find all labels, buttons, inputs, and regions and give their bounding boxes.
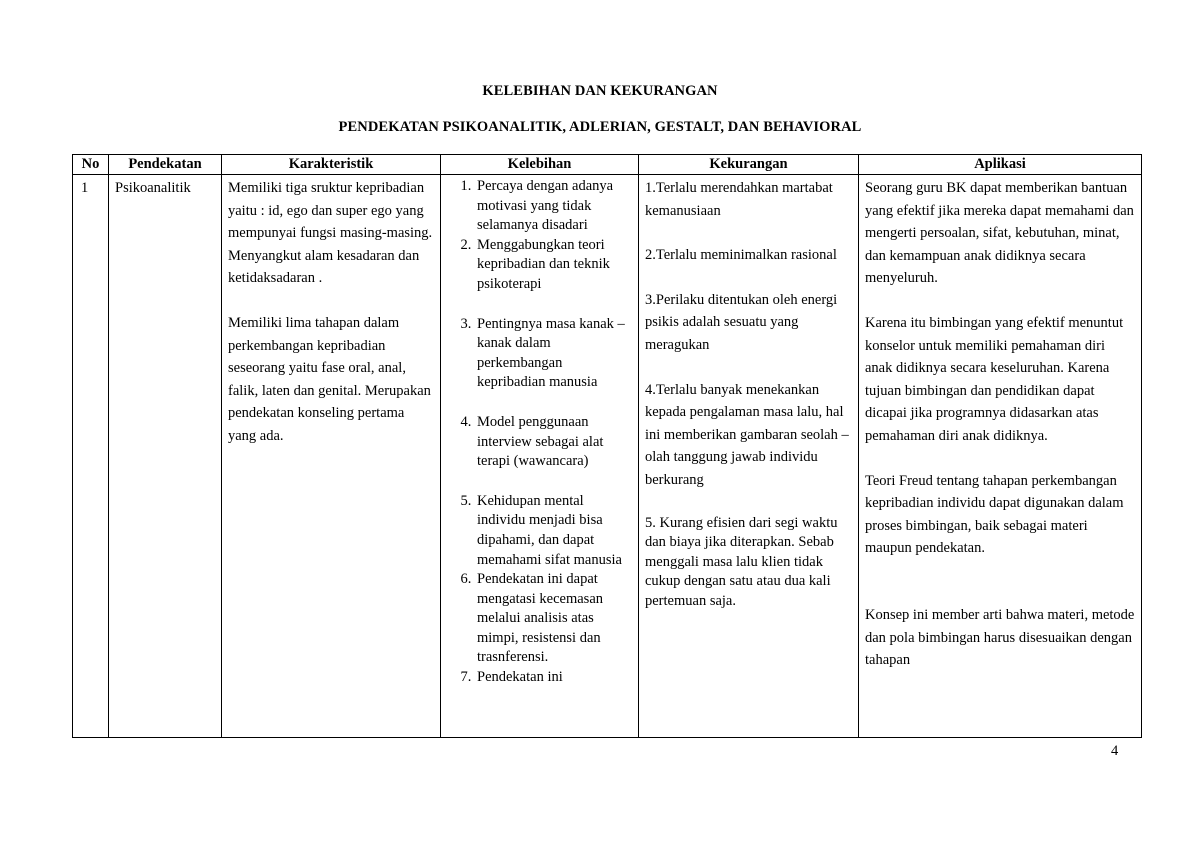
list-item: 7. Pendekatan ini	[475, 668, 632, 688]
aplikasi-paragraph: Karena itu bimbingan yang efektif menuntut konselor untuk memiliki pemahaman diri anak didiknya secara keseluruhan. Karena tujuan bimbingan dan pendidikan dapat dicapai jika programnya didasarkan atas pemahaman diri anak didiknya.	[865, 314, 1124, 444]
header-pendekatan: Pendekatan	[109, 155, 222, 175]
header-kekurangan: Kekurangan	[639, 155, 859, 175]
cell-aplikasi	[859, 175, 1142, 738]
list-item: 3. Pentingnya masa kanak –kanak dalam perkembangan kepribadian manusia	[475, 315, 632, 393]
kelebihan-list	[445, 177, 632, 688]
aplikasi-paragraph: Teori Freud tentang tahapan perkembangan kepribadian individu dapat digunakan dalam proses bimbingan, baik sebagai materi maupun pendekatan.	[865, 472, 1124, 557]
list-item: 5. Kehidupan mental individu menjadi bisa dipahami, dan dapat memahami sifat manusia	[475, 492, 632, 570]
list-item: 2. Menggabungkan teori kepribadian dan teknik psikoterapi	[475, 236, 632, 295]
comparison-table	[72, 154, 1142, 738]
kekurangan-item: 1.Terlalu merendahkan martabat kemanusiaan	[645, 180, 833, 219]
karakteristik-paragraph: Memiliki lima tahapan dalam perkembangan kepribadian seseorang yaitu fase oral, anal, falik, laten dan genital. Merupakan pendekatan konseling pertama yang ada.	[228, 314, 431, 444]
cell-kelebihan	[441, 175, 639, 738]
header-karakteristik: Karakteristik	[222, 155, 441, 175]
kekurangan-item: 2.Terlalu meminimalkan rasional	[645, 247, 837, 264]
header-aplikasi: Aplikasi	[859, 155, 1142, 175]
list-item: 6. Pendekatan ini dapat mengatasi kecemasan melalui analisis atas mimpi, resistensi dan trasnferensi.	[475, 570, 632, 668]
document-subtitle: PENDEKATAN PSIKOANALITIK, ADLERIAN, GESTALT, DAN BEHAVIORAL	[338, 119, 862, 135]
cell-no	[73, 175, 109, 738]
list-item: 4. Model penggunaan interview sebagai alat terapi (wawancara)	[475, 413, 632, 472]
row-number: 1	[81, 180, 89, 196]
kekurangan-item: 3.Perilaku ditentukan oleh energi psikis adalah sesuatu yang meragukan	[645, 291, 838, 353]
aplikasi-paragraph: Seorang guru BK dapat memberikan bantuan yang efektif jika mereka dapat memahami dan mengerti persoalan, sifat, kebutuhan, minat, dan kemampuan anak didiknya secara menyeluruh.	[865, 180, 1134, 287]
cell-pendekatan	[109, 175, 222, 738]
aplikasi-paragraph: Konsep ini member arti bahwa materi, metode dan pola bimbingan harus disesuaikan dengan tahapan	[865, 606, 1135, 669]
page-number: 4	[1111, 743, 1119, 759]
kekurangan-item: 5. Kurang efisien dari segi waktu dan biaya jika diterapkan. Sebab menggali masa lalu klien tidak cukup dengan satu atau dua kali pertemuan saja.	[645, 514, 838, 609]
cell-karakteristik	[222, 175, 441, 738]
kekurangan-item: 4.Terlalu banyak menekankan kepada pengalaman masa lalu, hal ini memberikan gambaran seolah – olah tanggung jawab individu berkurang	[645, 381, 849, 488]
cell-kekurangan	[639, 175, 859, 738]
table-row	[73, 175, 1142, 738]
header-no: No	[73, 155, 109, 175]
list-item: 1. Percaya dengan adanya motivasi yang tidak selamanya disadari	[475, 177, 632, 236]
karakteristik-paragraph: Memiliki tiga sruktur kepribadian yaitu : id, ego dan super ego yang mempunyai fungsi masing-masing. Menyangkut alam kesadaran dan ketidaksadaran .	[228, 180, 433, 287]
document-title: KELEBIHAN DAN KEKURANGAN	[482, 83, 718, 99]
approach-name: Psikoanalitik	[115, 180, 191, 196]
table-header-row	[73, 155, 1142, 175]
header-kelebihan: Kelebihan	[441, 155, 639, 175]
